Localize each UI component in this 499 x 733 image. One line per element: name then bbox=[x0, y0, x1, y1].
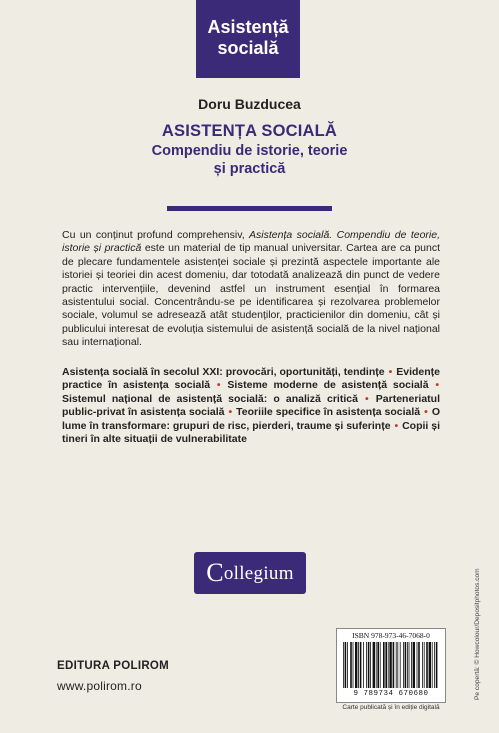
digital-edition-note: Carte publicată și în ediție digitală bbox=[342, 704, 440, 711]
bullet-icon: • bbox=[421, 406, 431, 419]
isbn-label: ISBN 978-973-46-7068-0 bbox=[352, 631, 430, 640]
topics-list bbox=[62, 366, 440, 446]
barcode-box bbox=[336, 628, 446, 703]
description-text-2: este un material de tip manual universitar. Cartea are ca punct de plecare fundamentele asistenței sociale și prezintă aspectele importante ale istoriei și teoriei din acest domeniu, dar totodată analizează din punct de vedere practic intervențiile, devenind astfel un instrument esențial în formarea asistentului social. Concentrându-se pe identificarea și rezolvarea problemelor sociale, volumul se adresează atât studenților, practicienilor din domeniu, cât și publicului interesat de evoluția sistemului de asistență socială de la nivel național sau internațional. bbox=[62, 242, 441, 349]
subtitle-line2: și practică bbox=[213, 161, 286, 177]
topic-item: Asistența socială în secolul XXI: provocări, oportunități, tendințe bbox=[62, 366, 385, 378]
description-text-1: Cu un conținut profund comprehensiv, bbox=[62, 229, 250, 241]
publisher-name: EDITURA POLIROM bbox=[57, 660, 170, 672]
cover-credit: Pe copertă: © Howcolour/Depositphotos.com bbox=[474, 568, 481, 700]
bullet-icon: • bbox=[211, 379, 227, 392]
bullet-icon: • bbox=[391, 419, 402, 432]
series-label-box bbox=[196, 0, 300, 78]
barcode-number: 9 789734 670680 bbox=[353, 690, 429, 698]
bullet-icon: • bbox=[225, 406, 236, 419]
collegium-logo-cap: C bbox=[206, 558, 224, 587]
description-title-italic: Asistența socială. Compendiu de teorie, istorie și practică bbox=[62, 229, 441, 255]
collegium-logo bbox=[194, 552, 306, 594]
title-divider bbox=[167, 206, 332, 211]
book-title: ASISTENȚA SOCIALĂ bbox=[161, 122, 338, 140]
subtitle-line1: Compendiu de istorie, teorie bbox=[151, 143, 348, 159]
series-label-line2: socială bbox=[217, 38, 279, 58]
topic-item: Teoriile specifice în asistența socială bbox=[236, 406, 421, 419]
bullet-icon: • bbox=[385, 366, 396, 378]
series-label-line1: Asistență bbox=[207, 17, 289, 37]
description-paragraph bbox=[62, 229, 440, 350]
topic-item: O lume în transformare: grupuri de risc, pierderi, traume și suferințe bbox=[62, 406, 441, 432]
topic-item: Evidențe practice în asistența socială bbox=[62, 366, 441, 392]
topic-item: Sisteme moderne de asistență socială bbox=[227, 379, 429, 392]
topic-item: Parteneriatul public-privat în asistența socială bbox=[62, 392, 440, 419]
collegium-logo-rest: ollegium bbox=[223, 563, 294, 584]
author-name: Doru Buzducea bbox=[198, 96, 301, 112]
publisher-website: www.polirom.ro bbox=[57, 679, 142, 693]
barcode-icon bbox=[343, 642, 439, 690]
bullet-icon: • bbox=[429, 379, 440, 392]
topic-item: Sistemul național de asistență socială: o analiză critică bbox=[62, 392, 358, 405]
topic-item: Copii și tineri în alte situații de vulnerabilitate bbox=[62, 419, 441, 446]
bullet-icon: • bbox=[358, 392, 375, 405]
book-subtitle bbox=[0, 142, 499, 178]
